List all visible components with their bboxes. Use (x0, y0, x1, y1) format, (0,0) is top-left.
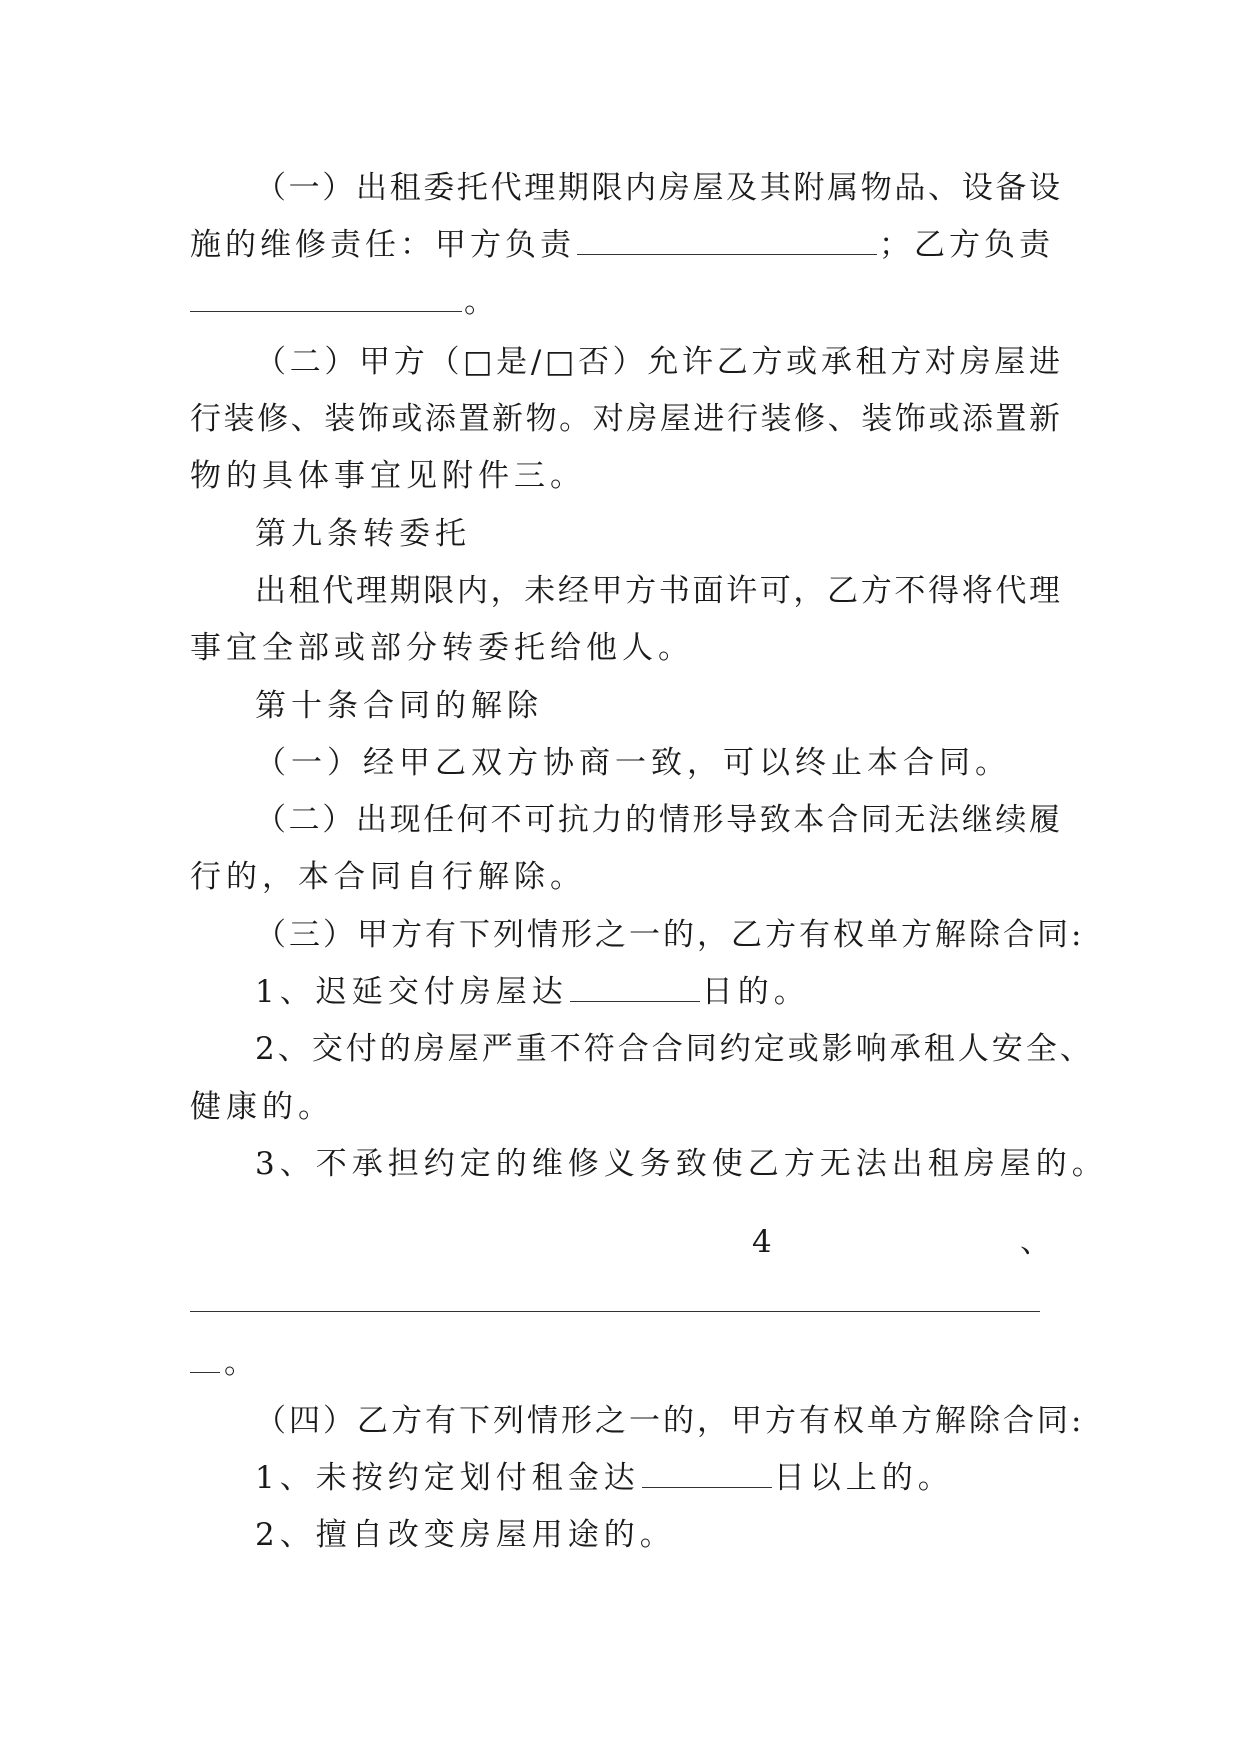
item-number: 4 (752, 1224, 772, 1260)
fill-blank-long (190, 1311, 1040, 1312)
paragraph-line: 2、交付的房屋严重不符合合同约定或影响承租人安全、 (255, 1031, 1094, 1067)
fill-blank (190, 1346, 220, 1373)
paragraph-line (190, 282, 1060, 322)
paragraph-line: （四）乙方有下列情形之一的，甲方有权单方解除合同: (255, 1403, 1085, 1439)
paragraph-line: 行装修、装饰或添置新物。对房屋进行装修、装饰或添置新 (190, 401, 1060, 437)
paragraph-line (255, 1458, 1060, 1498)
paragraph-line: （二）甲方（□是/□否）允许乙方或承租方对房屋进 (255, 344, 1060, 380)
text-segment: 1、迟延交付房屋达 (255, 974, 568, 1010)
text-segment: 日的。 (701, 974, 810, 1010)
section-heading: 第九条转委托 (255, 516, 471, 552)
paragraph-line: 2、擅自改变房屋用途的。 (255, 1517, 676, 1553)
paragraph-line: 事宜全部或部分转委托给他人。 (190, 630, 694, 666)
text-segment: 1、未按约定划付租金达 (255, 1460, 640, 1496)
paragraph-line: 出租代理期限内，未经甲方书面许可，乙方不得将代理 (255, 573, 1060, 609)
paragraph-line (190, 1343, 1060, 1383)
paragraph-line: （一）出租委托代理期限内房屋及其附属物品、设备设 (255, 170, 1060, 206)
text-segment: 施的维修责任：甲方负责 (190, 227, 575, 263)
item-mark: 、 (1020, 1224, 1051, 1260)
fill-blank (570, 975, 700, 1002)
fill-blank (577, 228, 877, 255)
text-segment: 。 (464, 284, 500, 320)
fill-blank (190, 285, 462, 312)
text-segment: ；乙方负责 (879, 227, 1054, 263)
text-segment: 。 (224, 1345, 260, 1381)
paragraph-line: （一）经甲乙双方协商一致，可以终止本合同。 (255, 745, 1011, 781)
section-heading: 第十条合同的解除 (255, 688, 543, 724)
fill-blank (642, 1461, 772, 1488)
paragraph-line (255, 972, 1060, 1012)
paragraph-line: 健康的。 (190, 1089, 334, 1125)
text-segment: 日以上的。 (773, 1460, 954, 1496)
paragraph-line: 行的，本合同自行解除。 (190, 859, 586, 895)
paragraph-line (190, 225, 1060, 265)
paragraph-line: 物的具体事宜见附件三。 (190, 458, 586, 494)
paragraph-line: 3、不承担约定的维修义务致使乙方无法出租房屋的。 (255, 1146, 1108, 1182)
paragraph-line: （三）甲方有下列情形之一的，乙方有权单方解除合同: (255, 917, 1085, 953)
paragraph-line: （二）出现任何不可抗力的情形导致本合同无法继续履 (255, 802, 1060, 838)
